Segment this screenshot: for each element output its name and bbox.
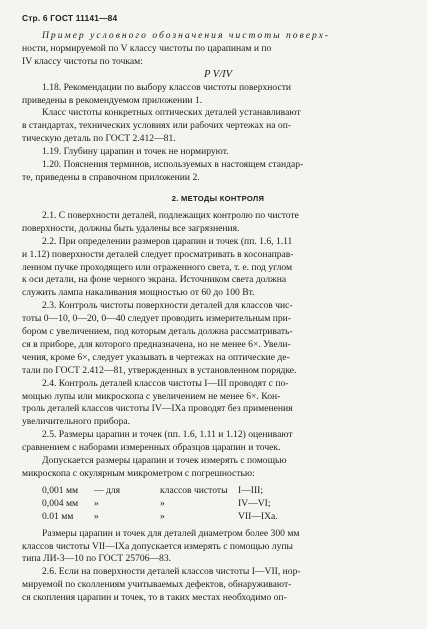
paragraph-1-18: 1.18. Рекомендации по выбору классов чистоты поверхности — [42, 81, 292, 93]
paragraph-2-6: мируемой по сколлениям учитываемых дефектов, обнаруживают- — [22, 579, 292, 591]
tolerance-row — [22, 498, 414, 511]
tolerance-prep: » — [94, 497, 99, 509]
designation-formula: P V/IV — [203, 68, 233, 80]
paragraph-2-3: тали по ГОСТ 2.412—81, утвержденных в установленном порядке. — [22, 364, 297, 376]
paragraph-class: в стандартах, технических условиях или рабочих чертежах на оп- — [22, 120, 292, 132]
tolerance-classes: I—III; — [238, 484, 264, 496]
paragraph-2-3: ся в приборе, для которого предназначена, но не менее 6×. Увели- — [22, 338, 291, 350]
section-title: 2. МЕТОДЫ КОНТРОЛЯ — [171, 193, 265, 203]
paragraph-2-3: бором с увеличением, под которым деталь должна рассматривать- — [22, 326, 293, 338]
paragraph-2-1: поверхности, должны быть удалены все загрязнения. — [22, 222, 240, 234]
intro-line: Пример условного обозначения чистоты поверх- — [42, 30, 331, 41]
paragraph-2-2: и 1.12) поверхности деталей следует просматривать в косонаправ- — [22, 248, 294, 260]
paragraph-2-2: 2.2. При определении размеров царапин и точек (пп. 1.6, 1.11 — [42, 235, 293, 247]
paragraph-2-2: служить лампа накаливания мощностью от 60 до 100 Вт. — [22, 287, 255, 299]
paragraph-error: Допускается размеры царапин и точек измерять с помощью — [42, 455, 287, 467]
paragraph-class: Класс чистоты конкретных оптических деталей устанавливают — [42, 107, 301, 119]
paragraph-2-3: чения, кроме 6×, следует указывать в чертежах на оптические де- — [22, 351, 290, 363]
paragraph-2-2: ленном пучке проходящего или отраженного света, т. е. под углом — [22, 261, 293, 273]
intro-line: ности, нормируемой по V классу чистоты по царапинам и по — [22, 42, 272, 54]
tolerance-class-text: » — [160, 497, 165, 509]
tolerance-class-text: классов чистоты — [160, 484, 228, 496]
tolerance-row — [22, 511, 414, 524]
paragraph-2-4: увеличительного прибора. — [22, 416, 131, 428]
tolerance-prep: — для — [94, 484, 121, 496]
paragraph-2-4: мощью лупы или микроскопа с увеличением не менее 6×. Кон- — [22, 390, 281, 402]
paragraph-1-18: приведены в рекомендуемом приложении 1. — [22, 94, 203, 106]
page-header: Стр. 6 ГОСТ 11141—84 — [22, 13, 118, 23]
paragraph-2-3: 2.3. Контроль чистоты поверхности деталей для классов чис- — [42, 300, 293, 312]
paragraph-2-2: к оси детали, на фоне черного экрана. Источником света должна — [22, 274, 287, 286]
tolerance-row — [22, 485, 414, 498]
paragraph-sizes: типа ЛИ-3—10 по ГОСТ 25706—83. — [22, 553, 172, 565]
paragraph-2-4: 2.4. Контроль деталей классов чистоты I—III проводят с по- — [42, 377, 289, 389]
paragraph-sizes: Размеры царапин и точек для деталей диаметром более 300 мм — [42, 527, 300, 539]
paragraph-2-6: ся скопления царапин и точек, то в таких местах необходимо оп- — [22, 592, 287, 604]
tolerance-classes: VII—IXа. — [238, 510, 278, 522]
tolerance-classes: IV—VI; — [238, 497, 271, 509]
paragraph-error: микроскопа с окулярным микрометром с погрешностью: — [22, 468, 255, 479]
paragraph-1-20: 1.20. Пояснения терминов, используемых в настоящем стандар- — [42, 159, 304, 171]
paragraph-2-1: 2.1. С поверхности деталей, подлежащих контролю по чистоте — [42, 209, 299, 221]
paragraph-2-5: сравнением с наборами измеренных образцов царапин и точек. — [22, 442, 281, 454]
paragraph-sizes: классов чистоты VII—IXа допускается измерять с помощью лупы — [22, 540, 293, 552]
tolerance-value: 0,004 мм — [42, 497, 79, 509]
paragraph-class: тическую деталь по ГОСТ 2.412—81. — [22, 133, 176, 145]
tolerance-prep: » — [94, 510, 99, 522]
tolerance-value: 0,001 мм — [42, 484, 79, 496]
tolerance-class-text: » — [160, 510, 165, 522]
paragraph-2-4: троль деталей классов чистоты IV—IXа проводят без применения — [22, 403, 293, 415]
paragraph-2-5: 2.5. Размеры царапин и точек (пп. 1.6, 1.11 и 1.12) оценивают — [42, 429, 293, 441]
paragraph-2-6: 2.6. Если на поверхности деталей классов чистоты I—VII, нор- — [42, 566, 301, 578]
tolerance-value: 0.01 мм — [42, 510, 74, 522]
paragraph-1-20: те, приведены в справочном приложении 2. — [22, 171, 200, 183]
paragraph-2-3: тоты 0—10, 0—20, 0—40 следует проводить измерительным при- — [22, 313, 291, 325]
document-body — [22, 30, 414, 605]
paragraph-1-19: 1.19. Глубину царапин и точек не нормируют. — [42, 146, 229, 158]
intro-line: IV классу чистоты по точкам: — [22, 55, 143, 67]
